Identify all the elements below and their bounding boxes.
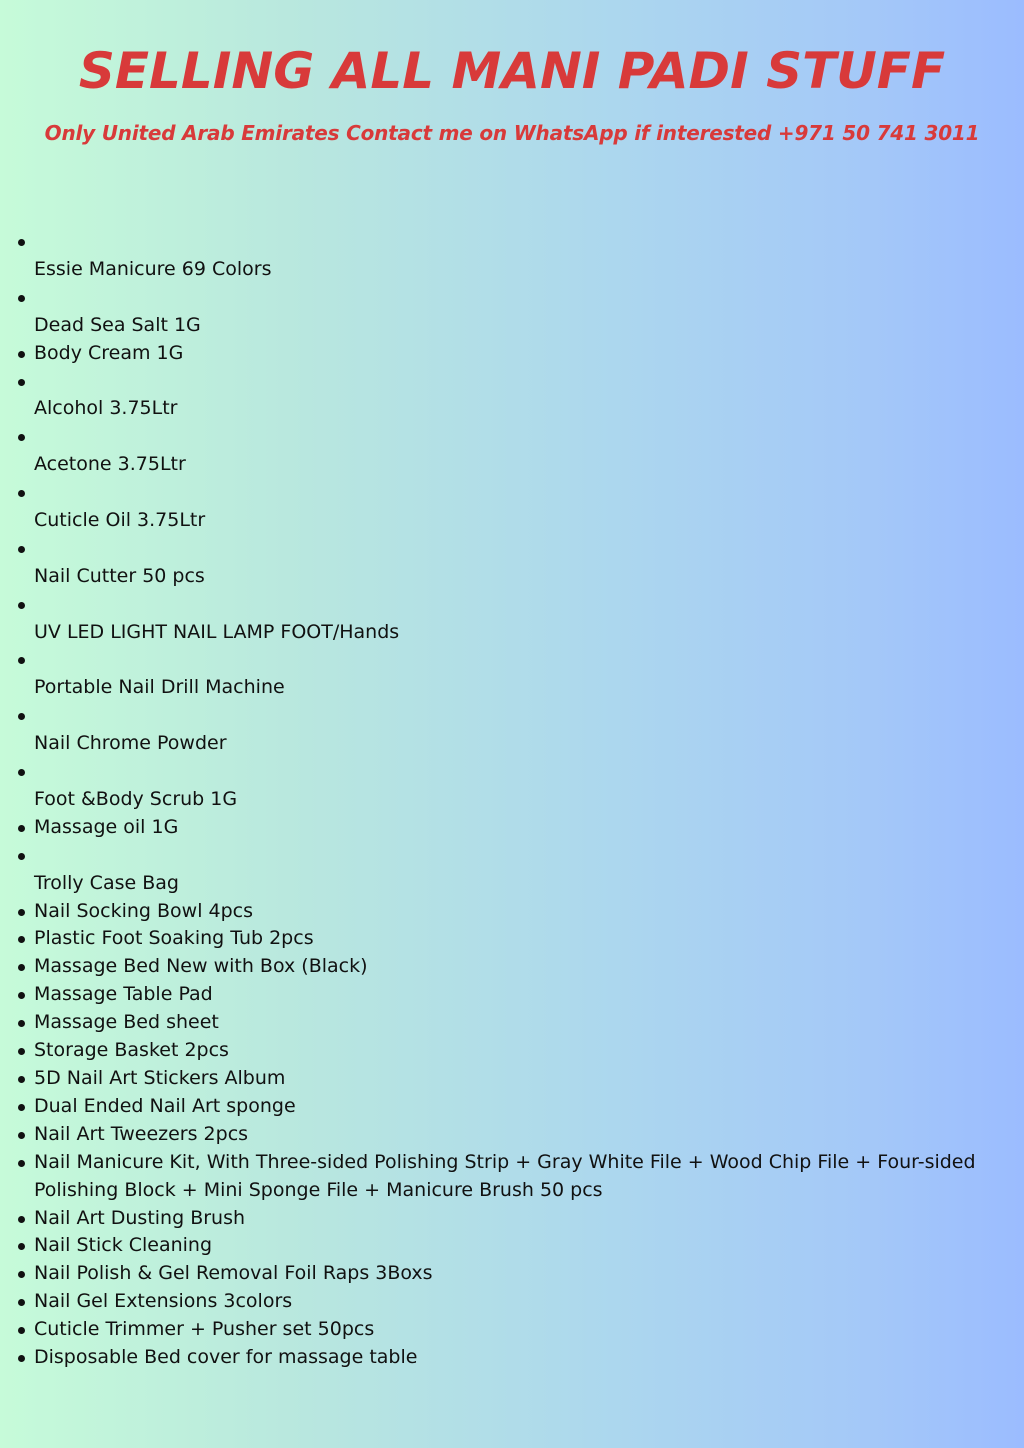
list-item-label: Alcohol 3.75Ltr	[34, 397, 178, 420]
list-item-label: Disposable Bed cover for massage table	[34, 1346, 418, 1369]
list-item	[34, 1149, 994, 1205]
list-item	[34, 1205, 994, 1233]
item-list	[34, 228, 994, 1372]
list-item	[34, 619, 994, 647]
list-item-label: UV LED LIGHT NAIL LAMP FOOT/Hands	[34, 620, 400, 643]
list-item	[34, 870, 994, 898]
list-item	[34, 814, 994, 842]
list-item	[34, 1037, 994, 1065]
list-item	[34, 451, 994, 479]
list-item	[34, 340, 994, 368]
list-item-label: Storage Basket 2pcs	[34, 1039, 229, 1062]
list-item	[34, 1260, 994, 1288]
list-item-label: Trolly Case Bag	[34, 871, 179, 894]
list-item-label: Dead Sea Salt 1G	[34, 313, 201, 336]
list-item-label: Plastic Foot Soaking Tub 2pcs	[34, 927, 314, 950]
list-item	[34, 563, 994, 591]
list-item	[34, 1288, 994, 1316]
list-item-label: Nail Art Dusting Brush	[34, 1206, 246, 1229]
list-item	[34, 1065, 994, 1093]
list-item	[34, 898, 994, 926]
list-item	[34, 1093, 994, 1121]
list-item-label: 5D Nail Art Stickers Album	[34, 1067, 286, 1090]
list-item-label: Nail Gel Extensions 3colors	[34, 1290, 293, 1313]
list-item	[34, 730, 994, 758]
list-item	[34, 1344, 994, 1372]
list-item	[34, 507, 994, 535]
list-item	[34, 1232, 994, 1260]
list-item	[34, 256, 994, 284]
list-item	[34, 312, 994, 340]
list-item-label: Nail Manicure Kit, With Three-sided Polishing Strip + Gray White File + Wood Chip File + Four-sided Polishing Block + Mini Sponge File + Manicure Brush 50 pcs	[34, 1150, 976, 1201]
list-item	[34, 1121, 994, 1149]
list-item-label: Cuticle Oil 3.75Ltr	[34, 508, 206, 531]
list-item	[34, 674, 994, 702]
list-item	[34, 395, 994, 423]
list-item-label: Massage Bed sheet	[34, 1011, 219, 1034]
list-item-label: Nail Polish & Gel Removal Foil Raps 3Boxs	[34, 1262, 433, 1285]
list-item-label: Massage Bed New with Box (Black)	[34, 955, 368, 978]
list-item-label: Body Cream 1G	[34, 341, 184, 364]
list-item-label: Acetone 3.75Ltr	[34, 453, 186, 476]
list-item-label: Nail Socking Bowl 4pcs	[34, 899, 254, 922]
list-item-label: Essie Manicure 69 Colors	[34, 257, 272, 280]
list-item-label: Cuticle Trimmer + Pusher set 50pcs	[34, 1318, 375, 1341]
list-item-label: Massage Table Pad	[34, 983, 213, 1006]
list-item	[34, 1009, 994, 1037]
list-item	[34, 981, 994, 1009]
list-item-label: Nail Cutter 50 pcs	[34, 564, 205, 587]
list-item-label: Portable Nail Drill Machine	[34, 676, 285, 699]
list-item-label: Nail Chrome Powder	[34, 732, 227, 755]
list-item	[34, 1316, 994, 1344]
list-item	[34, 925, 994, 953]
list-item-label: Dual Ended Nail Art sponge	[34, 1094, 296, 1117]
list-item-label: Nail Stick Cleaning	[34, 1234, 213, 1257]
list-item-label: Massage oil 1G	[34, 815, 179, 838]
list-item-label: Nail Art Tweezers 2pcs	[34, 1122, 249, 1145]
page-title: SELLING ALL MANI PADI STUFF	[78, 42, 946, 100]
list-item-label: Foot &Body Scrub 1G	[34, 787, 238, 810]
list-item	[34, 786, 994, 814]
list-item	[34, 953, 994, 981]
contact-subtitle: Only United Arab Emirates Contact me on WhatsApp if interested +971 50 741 3011	[44, 121, 980, 145]
